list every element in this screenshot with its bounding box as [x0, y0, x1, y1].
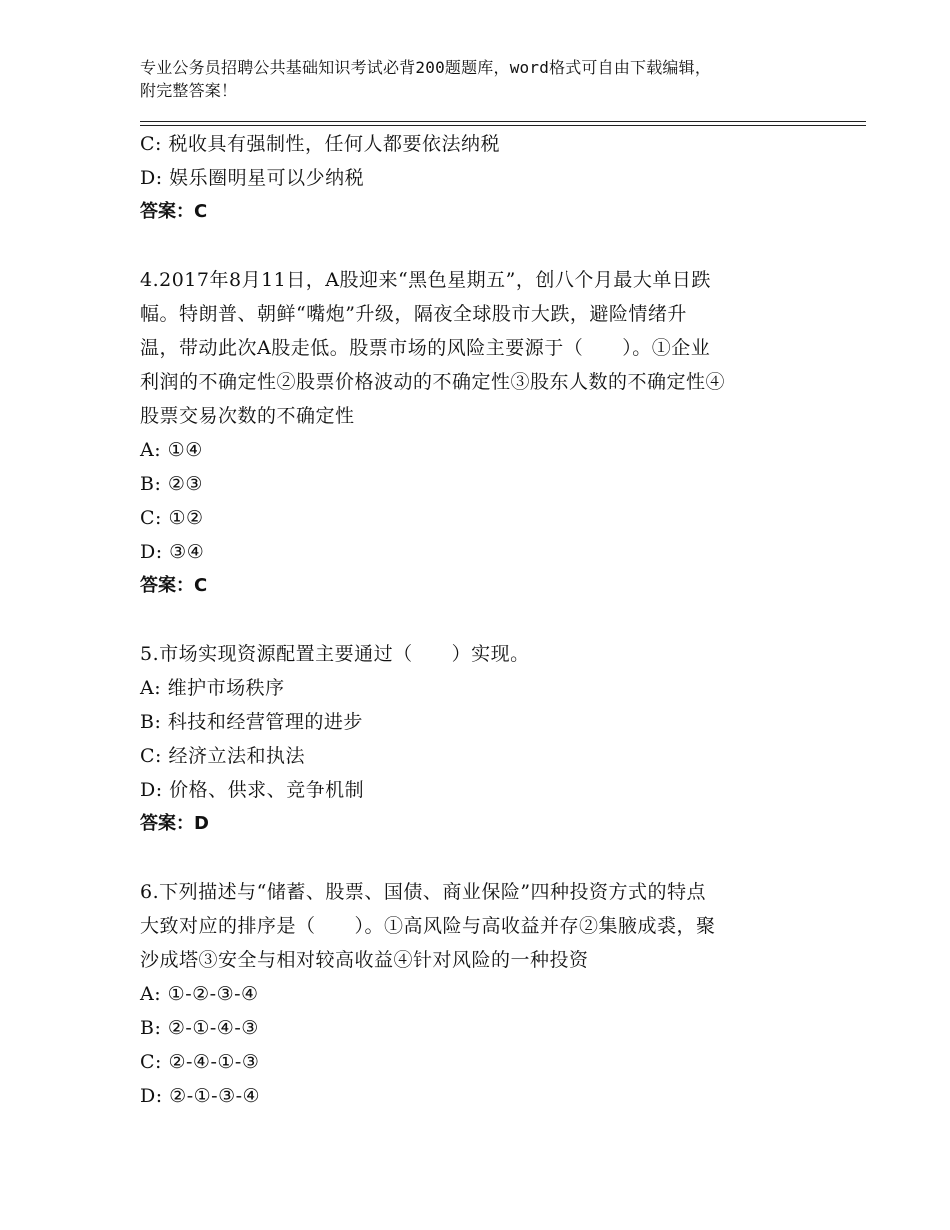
question-5: [140, 637, 820, 841]
q5-option-a: A: 维护市场秩序: [140, 677, 285, 699]
q4-text-line-2: 幅。特朗普、朝鲜“嘴炮”升级，隔夜全球股市大跌，避险情绪升: [140, 303, 687, 325]
question-4: [140, 263, 820, 603]
header-line-1: 专业公务员招聘公共基础知识考试必背200题题库，word格式可自由下载编辑，: [140, 58, 712, 77]
q3-option-d: D: 娱乐圈明星可以少纳税: [140, 167, 365, 189]
q4-option-b: B: ②③: [140, 473, 203, 495]
spacer: [140, 841, 820, 875]
q4-text-line-5: 股票交易次数的不确定性: [140, 405, 355, 427]
q5-option-c: C: 经济立法和执法: [140, 745, 305, 767]
q5-answer: 答案：D: [140, 813, 209, 834]
spacer: [140, 229, 820, 263]
question-3-tail: [140, 127, 820, 229]
q6-text-line-2: 大致对应的排序是（ ）。①高风险与高收益并存②集腋成裘，聚: [140, 915, 716, 937]
header-divider-bottom: [140, 125, 866, 126]
spacer: [140, 603, 820, 637]
q5-text: 5.市场实现资源配置主要通过（ ）实现。: [140, 643, 530, 665]
q6-option-a: A: ①-②-③-④: [140, 983, 259, 1005]
q4-option-c: C: ①②: [140, 507, 204, 529]
q4-text-line-3: 温，带动此次A股走低。股票市场的风险主要源于（ ）。①企业: [140, 337, 711, 359]
question-list: [140, 127, 820, 1113]
question-6: [140, 875, 820, 1113]
q6-option-d: D: ②-①-③-④: [140, 1085, 261, 1107]
q5-option-b: B: 科技和经营管理的进步: [140, 711, 363, 733]
q3-option-c: C: 税收具有强制性，任何人都要依法纳税: [140, 133, 500, 155]
q5-option-d: D: 价格、供求、竞争机制: [140, 779, 365, 801]
q6-text-line-3: 沙成塔③安全与相对较高收益④针对风险的一种投资: [140, 949, 589, 971]
page-header: [140, 56, 840, 102]
q4-option-d: D: ③④: [140, 541, 205, 563]
header-divider-top: [140, 121, 866, 122]
q4-answer: 答案：C: [140, 575, 208, 596]
q4-text-line-4: 利润的不确定性②股票价格波动的不确定性③股东人数的不确定性④: [140, 371, 726, 393]
q6-text-line-1: 6.下列描述与“储蓄、股票、国债、商业保险”四种投资方式的特点: [140, 881, 707, 903]
q6-option-c: C: ②-④-①-③: [140, 1051, 260, 1073]
q3-answer: 答案：C: [140, 201, 208, 222]
header-line-2: 附完整答案！: [140, 81, 238, 100]
q6-option-b: B: ②-①-④-③: [140, 1017, 259, 1039]
q4-text-line-1: 4.2017年8月11日，A股迎来“黑色星期五”，创八个月最大单日跌: [140, 269, 711, 291]
q4-option-a: A: ①④: [140, 439, 203, 461]
